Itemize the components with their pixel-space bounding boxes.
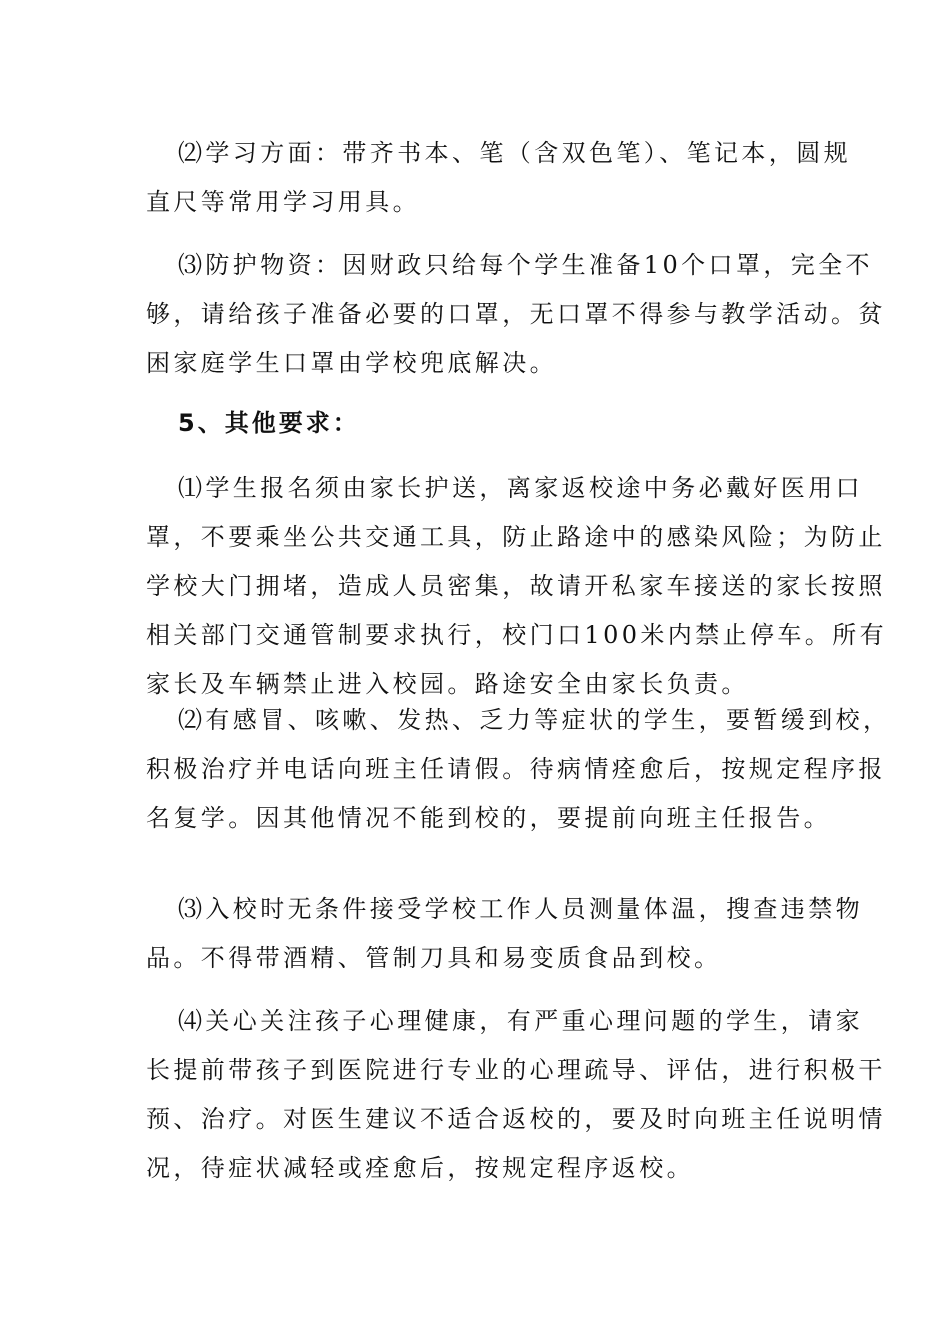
text-line: 名复学。因其他情况不能到校的，要提前向班主任报告。 <box>146 804 831 832</box>
text-line: 困家庭学生口罩由学校兜底解决。 <box>146 349 557 377</box>
text-line: 直尺等常用学习用具。 <box>146 188 420 216</box>
text-line: 况，待症状减轻或痊愈后，按规定程序返校。 <box>146 1154 694 1182</box>
paragraph-symptom-requirement <box>146 696 891 843</box>
text-line: 预、治疗。对医生建议不适合返校的，要及时向班主任说明情 <box>146 1105 886 1133</box>
paragraph-protective-supplies <box>146 241 886 388</box>
text-line: ⑵有感冒、咳嗽、发热、乏力等症状的学生，要暂缓到校， <box>178 706 891 734</box>
paragraph-entry-check <box>146 885 863 983</box>
text-line: ⑷关心关注孩子心理健康，有严重心理问题的学生，请家 <box>178 1007 863 1035</box>
text-line: 长提前带孩子到医院进行专业的心理疏导、评估，进行积极干 <box>146 1056 886 1084</box>
text-line: ⑶入校时无条件接受学校工作人员测量体温，搜查违禁物 <box>178 895 863 923</box>
paragraph-mental-health <box>146 997 886 1193</box>
section-heading: 5、其他要求： <box>178 409 360 437</box>
text-line: 家长及车辆禁止进入校园。路途安全由家长负责。 <box>146 670 749 698</box>
text-line: 积极治疗并电话向班主任请假。待病情痊愈后，按规定程序报 <box>146 755 886 783</box>
text-line: 学校大门拥堵，造成人员密集，故请开私家车接送的家长按照 <box>146 572 886 600</box>
text-line: ⑴学生报名须由家长护送，离家返校途中务必戴好医用口 <box>178 474 863 502</box>
text-line: ⑶防护物资：因财政只给每个学生准备10个口罩，完全不 <box>178 251 873 279</box>
text-line: 品。不得带酒精、管制刀具和易变质食品到校。 <box>146 944 722 972</box>
text-line: ⑵学习方面：带齐书本、笔（含双色笔）、笔记本，圆规 <box>178 139 851 167</box>
paragraph-escort-requirement <box>146 464 888 709</box>
text-line: 罩，不要乘坐公共交通工具，防止路途中的感染风险；为防止 <box>146 523 886 551</box>
text-line: 够，请给孩子准备必要的口罩，无口罩不得参与教学活动。贫 <box>146 300 886 328</box>
paragraph-study-supplies <box>146 129 851 227</box>
text-line: 相关部门交通管制要求执行，校门口100米内禁止停车。所有 <box>146 621 888 649</box>
